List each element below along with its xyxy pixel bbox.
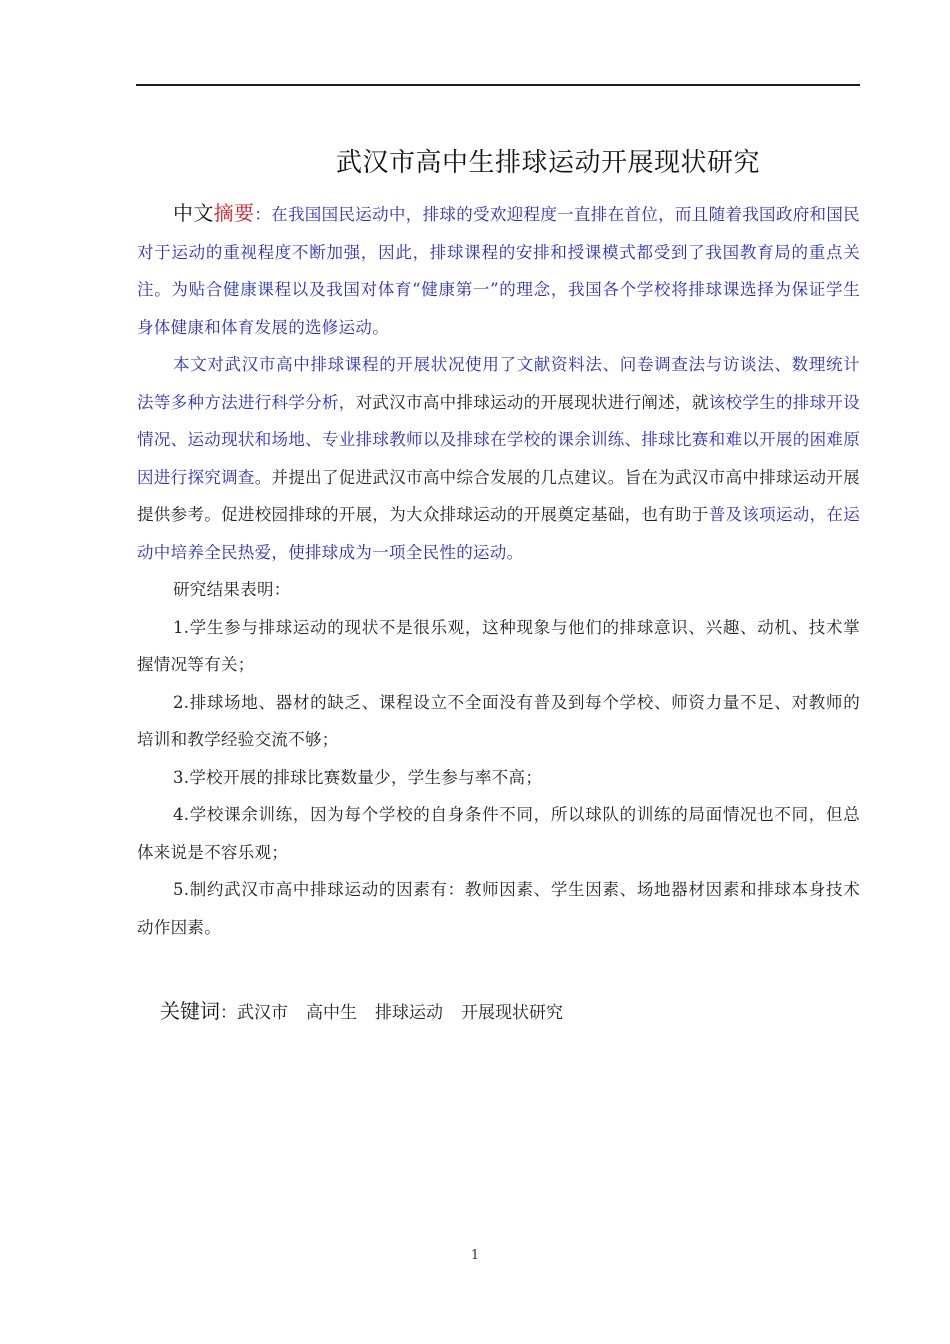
page-number: 1 (470, 1248, 480, 1263)
abstract-para2-dark-a: 对武汉市高中排球运动的开展现状进行阐述，就 (355, 392, 709, 412)
result-item-1: 1.学生参与排球运动的现状不是很乐观，这种现象与他们的排球意识、兴趣、动机、技术掌握情况等有关； (137, 617, 860, 674)
abstract-para2-blue-b: 该校学生的排球开设情况、运动现状和场地、专业排球教师以及排球在学校的课余训练、排球比赛和难以开展的困难原因进行探究调查 (137, 392, 860, 487)
keywords-label: 关键词 (160, 999, 220, 1023)
header-rule (136, 84, 860, 86)
results-intro: 研究结果表明： (173, 580, 291, 599)
document-body (137, 195, 860, 946)
document-title: 武汉市高中生排球运动开展现状研究 (335, 148, 760, 178)
abstract-paragraph-2 (137, 346, 860, 571)
abstract-paragraph-1 (137, 195, 860, 346)
abstract-label-prefix: 中文 (173, 201, 214, 225)
result-item-2: 2.排球场地、器材的缺乏、课程设立不全面没有普及到每个学校、师资力量不足、对教师的培训和教学经验交流不够； (137, 692, 860, 749)
result-item-5: 5.制约武汉市高中排球运动的因素有：教师因素、学生因素、场地器材因素和排球本身技术动作因素。 (137, 880, 860, 937)
keyword-3: 排球运动 (375, 1003, 443, 1023)
keywords-colon: ： (220, 1003, 237, 1023)
abstract-label-highlight: 摘要 (213, 201, 255, 225)
abstract-label-colon: ： (254, 205, 272, 224)
keyword-1: 武汉市 (237, 1003, 288, 1023)
keyword-4: 开展现状研究 (461, 1003, 563, 1023)
keyword-2: 高中生 (306, 1003, 357, 1023)
keywords-line (160, 995, 581, 1024)
result-item-3: 3.学校开展的排球比赛数量少，学生参与率不高； (173, 767, 543, 787)
result-item-4: 4.学校课余训练，因为每个学校的自身条件不同，所以球队的训练的局面情况也不同，但总体来说是不容乐观； (137, 805, 860, 862)
abstract-para2-blue-c: 普及该项运动，在运动中培养全民热爱，使排球成为一项全民性的运动。 (137, 505, 861, 562)
abstract-para2-blue-a: 本文对武汉市高中排球课程的开展状况使用了文献资料法、问卷调查法与访谈法、数理统计法等多种方法进行科学分析， (137, 355, 860, 412)
abstract-para1-text: 在我国国民运动中，排球的受欢迎程度一直排在首位，而且随着我国政府和国民对于运动的重视程度不断加强，因此，排球课程的安排和授课模式都受到了我国教育局的重点关注。为贴合健康课程以及我国对体育“健康第一”的理念，我国各个学校将排球课选择为保证学生身体健康和体育发展的选修运动。 (137, 205, 860, 337)
abstract-para2-dark-b: 。并提出了促进武汉市高中综合发展的几点建议。旨在为武汉市高中排球运动开展提供参考。促进校园排球的开展，为大众排球运动的开展奠定基础，也有助于 (137, 467, 860, 524)
